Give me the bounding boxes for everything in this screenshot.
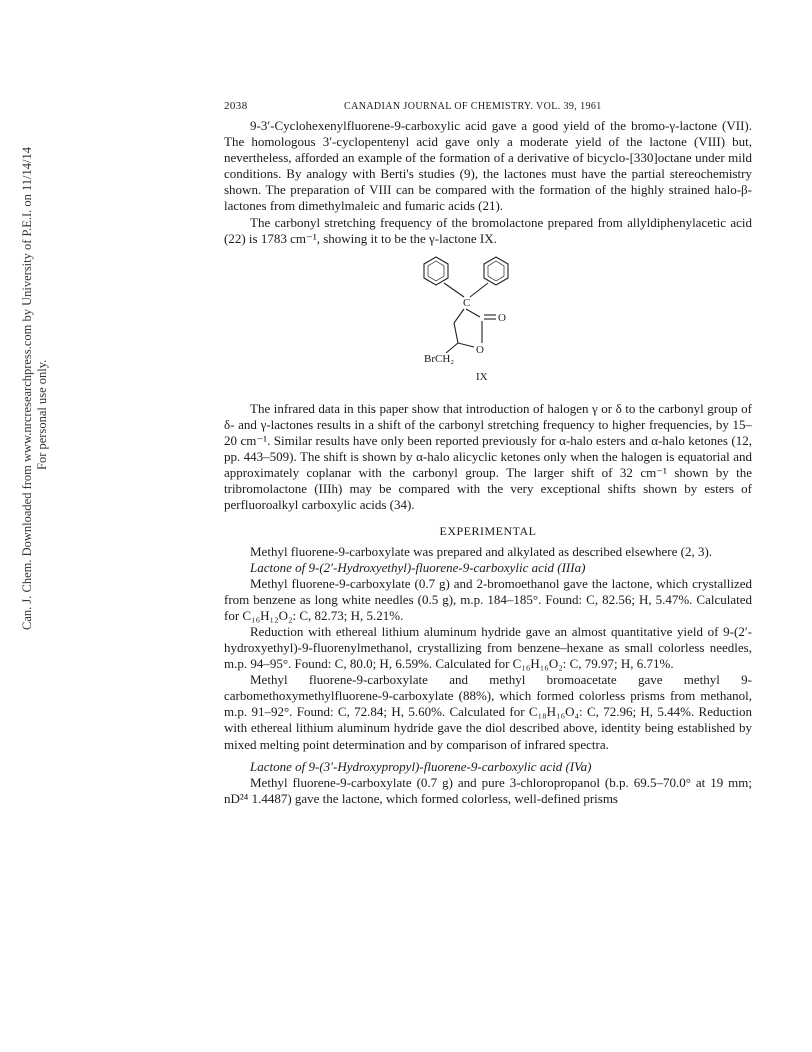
paragraph: Methyl fluorene-9-carboxylate (0.7 g) and pure 3-chloropropanol (b.p. 69.5–70.0° at 19 mm; nD²⁴ 1.4487) gave the lactone, which formed colorless, well-defined prisms [224,774,752,806]
left-phenyl-inner [428,261,444,281]
compound-label: IX [476,370,488,383]
download-notice-text [20,147,50,630]
paragraph: The infrared data in this paper show that introduction of halogen γ or δ to the carbonyl group of δ- and γ-lactones results in a shift of the carbonyl stretching frequency to higher frequencies, by 15–20 cm⁻¹. Similar results have only been reported previously for α-halo esters and α-halo ketones (12, pp. 443–509). The shift is shown by α-halo alicyclic ketones only when the halogen is equatorial and approximately coplanar with the carbonyl group. The larger shift of 32 cm⁻¹ shown by the tribromolactone (IIIh) may be compared with the very exceptional shifts shown by esters of perfluoroalkyl carboxylic acids (34). [224,400,752,513]
carbonyl-oxygen-label: O [498,311,506,324]
right-phenyl-inner [488,261,504,281]
paragraph: Methyl fluorene-9-carboxylate and methyl bromoacetate gave methyl 9-carbomethoxymethylfluorene-9-carboxylate (88%), which formed colorless prisms from methanol, m.p. 91–92°. Found: C, 72.84; H, 5.60%. Calculated for C₁₈H₁₆O₄: C, 72.96; H, 5.44%. Reduction with ethereal lithium aluminum hydride gave the diol described above, identity being established by mixed melting point determination and by comparison of infrared spectra. [224,672,752,752]
bromomethyl-label: BrCH₂ [424,352,455,365]
subsection-heading: Lactone of 9-(2′-Hydroxyethyl)-fluorene-9-carboxylic acid (IIIa) [250,559,586,575]
download-notice-line-2: For personal use only. [35,359,49,470]
page-number: 2038 [224,100,248,112]
paragraph: 9-3′-Cyclohexenylfluorene-9-carboxylic acid gave a good yield of the bromo-γ-lactone (VII). The homologous 3′-cyclopentenyl acid gave only a moderate yield of the lactone (VIII) but, nevertheless, afforded an example of the formation of a derivative of bicyclo-[330]octane under mild conditions. By analogy with Berti's studies (9), the lactones must have the partial stereochemistry shown. The preparation of VIII can be compared with the formation of the highly strained halo-β-lactones from dimethylmaleic and fumaric acids (21). [224,118,752,214]
section-heading: EXPERIMENTAL [439,524,537,539]
paragraph: Methyl fluorene-9-carboxylate (0.7 g) and 2-bromoethanol gave the lactone, which crystallized from benzene as long white needles (0.5 g), m.p. 184–185°. Found: C, 82.56; H, 5.47%. Calculated for C₁₆H₁₂O₂: C, 82.73; H, 5.21%. [224,575,752,623]
central-carbon-label: C [463,296,471,309]
article-body [224,118,752,807]
journal-page [224,100,752,807]
journal-title: CANADIAN JOURNAL OF CHEMISTRY. VOL. 39, 1961 [344,101,602,112]
lactone-structure-diagram [384,251,544,371]
download-notice-line-1: Can. J. Chem. Downloaded from www.nrcresearchpress.com by University of P.E.I. on 11/14/14 [20,146,34,630]
ring-oxygen-label: O [476,343,484,356]
paragraph: Methyl fluorene-9-carboxylate was prepared and alkylated as described elsewhere (2, 3). [250,543,713,559]
paragraph: The carbonyl stretching frequency of the bromolactone prepared from allyldiphenylacetic acid (22) is 1783 cm⁻¹, showing it to be the γ-lactone IX. [224,214,752,246]
structure-figure [224,251,752,391]
paragraph: Reduction with ethereal lithium aluminum hydride gave an almost quantitative yield of 9-(2′-hydroxyethyl)-9-fluorenylmethanol, crystallizing from benzene–hexane as small colorless needles, m.p. 94–95°. Found: C, 80.0; H, 6.59%. Calculated for C₁₆H₁₆O₂: C, 79.97; H, 6.71%. [224,623,752,672]
running-header [224,100,752,118]
subsection-heading: Lactone of 9-(3′-Hydroxypropyl)-fluorene-9-carboxylic acid (IVa) [250,758,592,774]
download-notice [0,0,49,1052]
